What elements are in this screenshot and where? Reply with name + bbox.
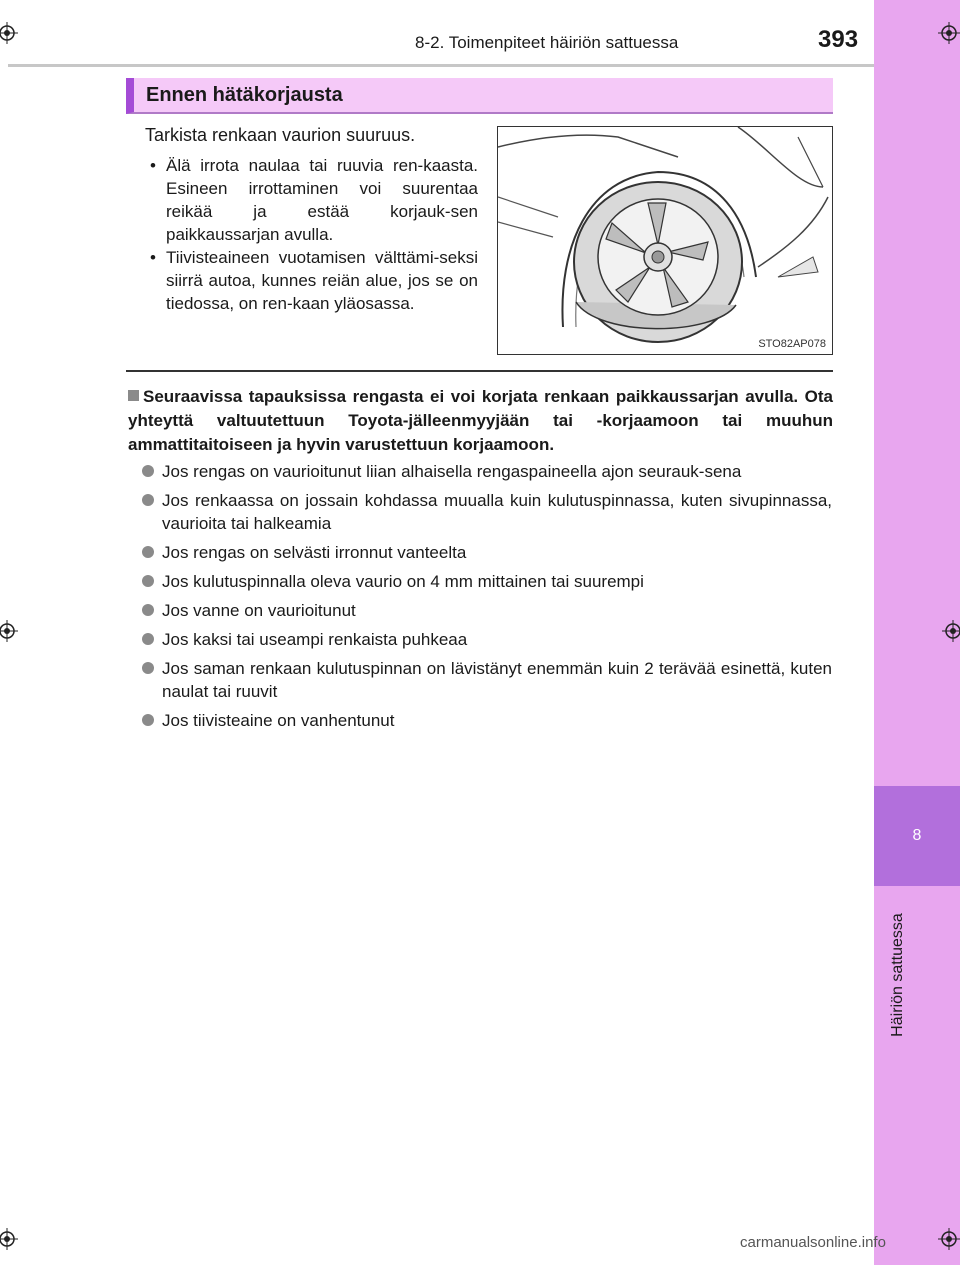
registration-mark-icon	[938, 22, 960, 44]
section-rule	[126, 370, 833, 372]
main-heading	[128, 385, 833, 457]
chapter-number: 8	[874, 786, 960, 886]
notes-list	[148, 154, 478, 315]
condition-item	[142, 657, 832, 703]
bullet-icon: •	[150, 156, 156, 175]
flat-tire-illustration	[497, 126, 833, 355]
condition-item	[142, 460, 832, 483]
condition-text: Jos renkaassa on jossain kohdassa muualla kuin kulutuspinnassa, kuten sivupinnassa, vaurioita tai halkeamia	[162, 491, 832, 533]
registration-mark-icon	[0, 1228, 18, 1250]
condition-text: Jos rengas on vaurioitunut liian alhaisella rengaspaineella ajon seurauk-sena	[162, 462, 742, 481]
registration-mark-icon	[0, 620, 18, 642]
side-tab-label-wrap	[868, 900, 908, 1050]
condition-item	[142, 709, 832, 732]
figure-code: STO82AP078	[758, 338, 826, 350]
circle-bullet-icon	[142, 546, 154, 558]
note-text: Tiivisteaineen vuotamisen välttämi-seksi siirrä autoa, kunnes reiän alue, jos se on tiedossa, on ren-kaan yläosassa.	[166, 248, 478, 313]
circle-bullet-icon	[142, 714, 154, 726]
condition-text: Jos tiivisteaine on vanhentunut	[162, 711, 395, 730]
condition-text: Jos rengas on selvästi irronnut vanteelta	[162, 543, 467, 562]
condition-text: Jos kulutuspinnalla oleva vaurio on 4 mm mittainen tai suurempi	[162, 572, 644, 591]
header-rule	[8, 64, 874, 67]
circle-bullet-icon	[142, 494, 154, 506]
registration-mark-icon	[942, 620, 960, 642]
condition-item	[142, 599, 832, 622]
note-item	[148, 154, 478, 246]
intro-text: Tarkista renkaan vaurion suuruus.	[145, 125, 416, 145]
running-header: 8-2. Toimenpiteet häiriön sattuessa	[415, 33, 679, 52]
note-text: Älä irrota naulaa tai ruuvia ren-kaasta. Esineen irrottaminen voi suurentaa reikää ja estää korjauk-sen paikkaussarjan avulla.	[166, 156, 478, 244]
circle-bullet-icon	[142, 604, 154, 616]
condition-item	[142, 541, 832, 564]
main-heading-text: Seuraavissa tapauksissa rengasta ei voi korjata renkaan paikkaussarjan avulla. Ota yhteyttä valtuutettuun Toyota-jälleenmyyjään tai -korjaamoon tai muuhun ammattitaitoiseen ja hyvin varustettuun korjaamoon.	[128, 387, 833, 454]
registration-mark-icon	[0, 22, 18, 44]
side-tab-label: Häiriön sattuessa	[889, 913, 906, 1037]
square-bullet-icon	[128, 390, 139, 401]
note-item	[148, 246, 478, 315]
section-title: Ennen hätäkorjausta	[146, 84, 343, 106]
circle-bullet-icon	[142, 662, 154, 674]
section-header	[126, 78, 833, 114]
page-number: 393	[818, 26, 859, 53]
circle-bullet-icon	[142, 575, 154, 587]
registration-mark-icon	[938, 1228, 960, 1250]
condition-item	[142, 489, 832, 535]
condition-text: Jos kaksi tai useampi renkaista puhkeaa	[162, 630, 468, 649]
tire-drawing	[498, 127, 832, 354]
conditions-list	[142, 460, 832, 738]
circle-bullet-icon	[142, 465, 154, 477]
condition-item	[142, 570, 832, 593]
condition-text: Jos vanne on vaurioitunut	[162, 601, 356, 620]
circle-bullet-icon	[142, 633, 154, 645]
condition-text: Jos saman renkaan kulutuspinnan on lävistänyt enemmän kuin 2 terävää esinettä, kuten naulat tai ruuvit	[162, 659, 832, 701]
condition-item	[142, 628, 832, 651]
bullet-icon: •	[150, 248, 156, 267]
footer-watermark: carmanualsonline.info	[740, 1234, 886, 1251]
